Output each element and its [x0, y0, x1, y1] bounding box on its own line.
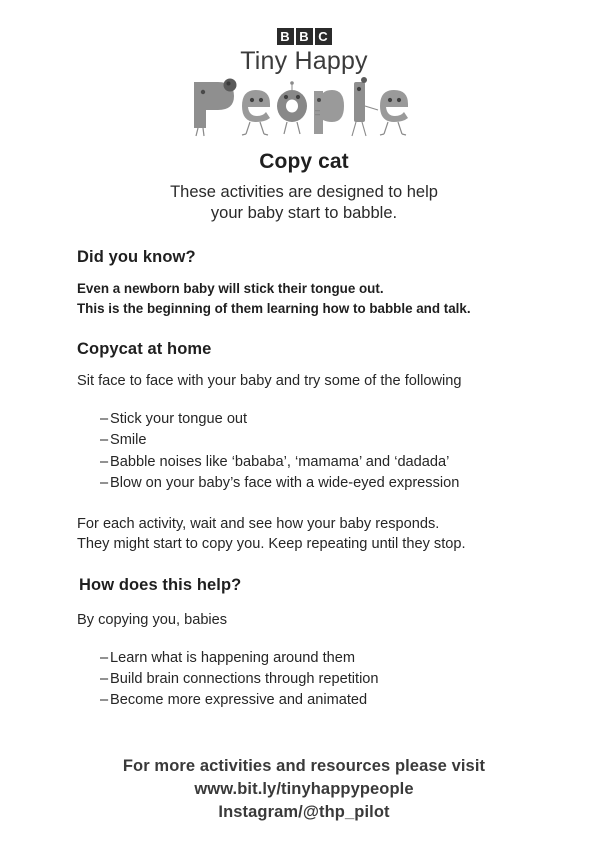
list-item — [77, 690, 548, 711]
how-help-benefit-list — [77, 648, 548, 712]
list-item-label: Learn what is happening around them — [110, 649, 356, 666]
copycat-note — [77, 514, 548, 555]
list-item-label: Stick your tongue out — [110, 410, 248, 427]
fact-line-2: This is the beginning of them learning how to babble and talk. — [77, 300, 471, 316]
letter-e2-character — [380, 90, 408, 135]
list-item-label: Smile — [110, 432, 147, 449]
bbc-letter-box: C — [315, 28, 332, 45]
subtitle-line-2: your baby start to babble. — [210, 204, 398, 223]
dash-bullet-icon: – — [100, 410, 109, 427]
bbc-letter-box: B — [277, 28, 294, 45]
list-item — [77, 669, 548, 690]
note-line-2: They might start to copy you. Keep repeating until they stop. — [77, 536, 466, 553]
dash-bullet-icon: – — [100, 671, 109, 687]
subtitle-line-1: These activities are designed to help — [170, 183, 438, 202]
people-wordmark-illustration — [0, 76, 608, 138]
how-help-intro-text: By copying you, babies — [77, 612, 228, 629]
list-item-label: Become more expressive and animated — [110, 692, 368, 709]
list-item — [77, 473, 548, 494]
bbc-logo — [0, 28, 608, 45]
list-item — [77, 430, 548, 451]
did-you-know-facts — [77, 279, 548, 317]
dash-bullet-icon: – — [100, 475, 109, 492]
dash-bullet-icon: – — [100, 432, 109, 449]
document-body — [0, 248, 608, 711]
fact-line-1: Even a newborn baby will stick their tongue out. — [77, 281, 384, 297]
dash-bullet-icon: – — [100, 649, 109, 666]
copycat-intro-text: Sit face to face with your baby and try some of the following — [77, 372, 462, 389]
footer-call-to-action — [0, 755, 608, 823]
list-item-label: Build brain connections through repetition — [110, 671, 379, 687]
page-subtitle — [0, 182, 608, 224]
note-line-1: For each activity, wait and see how your baby responds. — [77, 515, 440, 532]
footer-line-1: For more activities and resources please visit — [122, 757, 486, 775]
page-title: Copy cat — [259, 150, 349, 174]
list-item-label: Babble noises like ‘bababa’, ‘mamama’ and ‘dadada’ — [110, 453, 450, 470]
letter-p-character — [194, 79, 237, 137]
footer-instagram-handle[interactable]: Instagram/@thp_pilot — [218, 802, 390, 821]
dash-bullet-icon: – — [100, 453, 109, 470]
footer-url[interactable]: www.bit.ly/tinyhappypeople — [194, 779, 414, 798]
letter-o-character — [277, 81, 307, 134]
heading-how-does-this-help: How does this help? — [79, 576, 242, 595]
letter-p2-character — [314, 90, 344, 134]
letter-e-character — [242, 90, 270, 135]
list-item — [77, 452, 548, 473]
copycat-activity-list — [77, 409, 548, 495]
heading-did-you-know: Did you know? — [77, 248, 196, 267]
bbc-letter-box: B — [296, 28, 313, 45]
tiny-happy-wordmark: Tiny Happy — [240, 47, 368, 75]
list-item — [77, 409, 548, 430]
list-item — [77, 648, 548, 669]
heading-copycat-at-home: Copycat at home — [77, 339, 212, 358]
brand-logo — [0, 0, 608, 138]
people-characters-svg — [188, 76, 420, 138]
dash-bullet-icon: – — [100, 692, 109, 709]
letter-l-character — [352, 77, 378, 136]
list-item-label: Blow on your baby’s face with a wide-eyed expression — [110, 475, 460, 492]
